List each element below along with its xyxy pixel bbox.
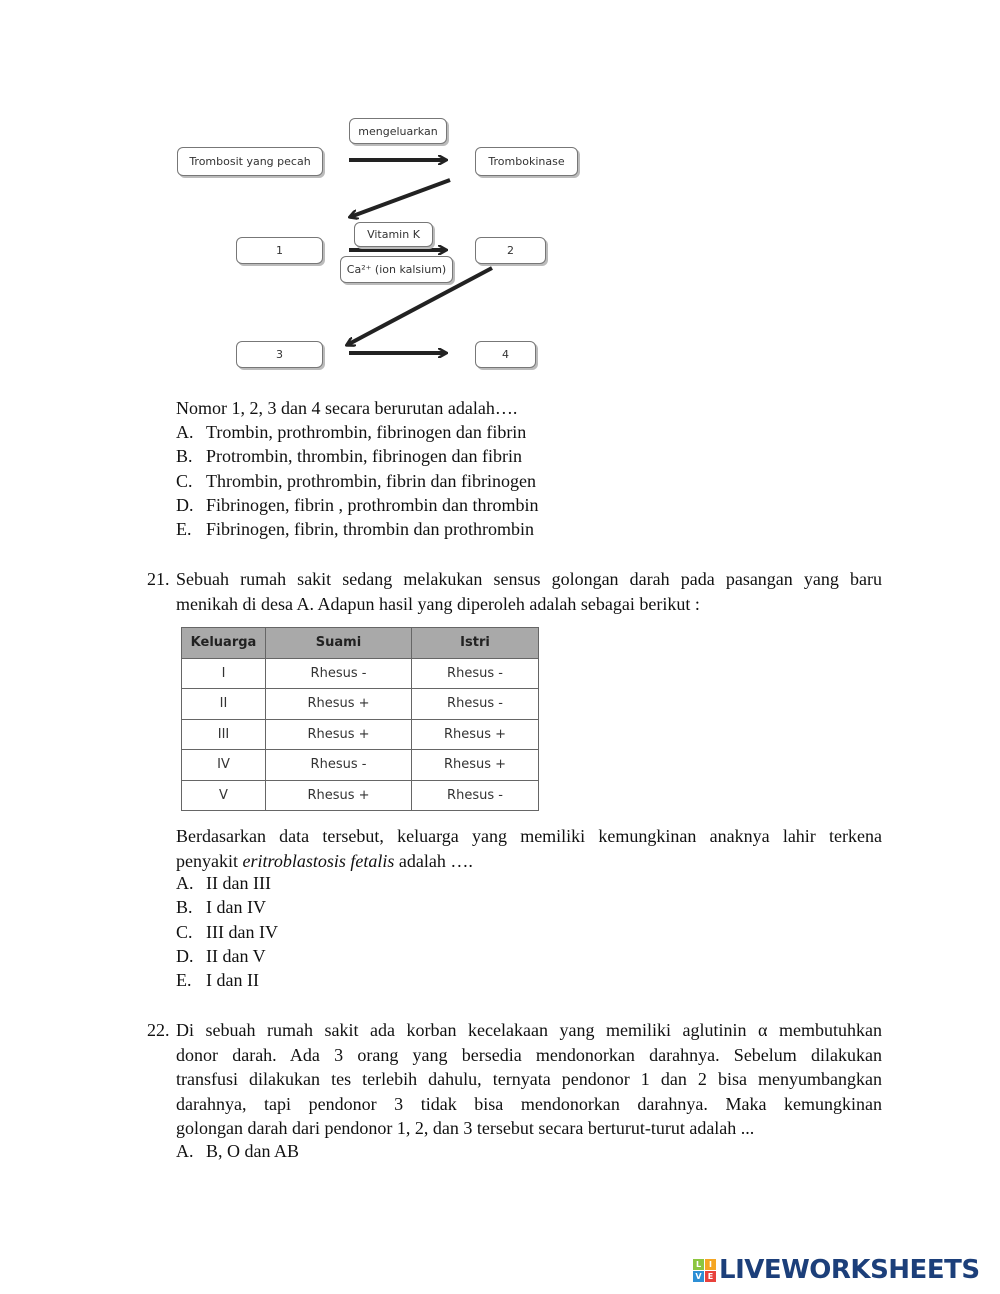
option-text: Protrombin, thrombin, fibrinogen dan fibrin [206,446,522,467]
table-row [182,719,539,750]
option-e [176,519,534,540]
q21-number: 21. [147,569,170,589]
header-suami: Suami [266,628,412,659]
option-e [176,970,259,991]
text-line: darahnya, tapi pendonor 3 tidak bisa mendonorkan darahnya. Maka kemungkinan [176,1093,882,1114]
option-letter: C. [176,921,193,942]
option-d [176,946,266,967]
option-letter: B. [176,897,193,918]
text-line: golongan darah dari pendonor 1, 2, dan 3 tersebut secara berturut-turut adalah ... [176,1118,755,1138]
text-line: donor darah. Ada 3 orang yang bersedia mendonorkan darahnya. Sebelum dilakukan [176,1044,882,1065]
option-text: II dan V [206,945,266,966]
option-b [176,897,266,918]
liveworksheets-logo [693,1255,980,1285]
table-cell: Rhesus - [412,658,539,689]
text-line: Di sebuah rumah sakit ada korban kecelakaan yang memiliki aglutinin α membutuhkan [176,1020,882,1040]
table-cell: Rhesus - [412,780,539,811]
table-cell: Rhesus + [266,719,412,750]
label-mengeluarkan: mengeluarkan [349,118,447,144]
table-cell: III [182,719,266,750]
option-a [176,422,526,443]
box-2: 2 [475,237,546,264]
label-calcium: Ca²⁺ (ion kalsium) [340,256,453,283]
arrow [350,180,450,217]
box-4: 4 [475,341,536,368]
header-istri: Istri [412,628,539,659]
table-cell: Rhesus + [266,689,412,720]
option-letter: D. [176,494,194,515]
box-trombokinase: Trombokinase [475,147,578,176]
option-d [176,495,538,516]
option-letter: E. [176,970,192,991]
text-line: transfusi dilakukan tes terlebih dahulu, ternyata pendonor 1 dan 2 bisa menyumbangkan [176,1069,882,1089]
option-text: Thrombin, prothrombin, fibrin dan fibrinogen [206,470,536,491]
table-row [182,750,539,781]
table-row [182,658,539,689]
option-letter: E. [176,519,192,540]
option-letter: B. [176,446,193,467]
table-cell: V [182,780,266,811]
table-cell: Rhesus + [266,780,412,811]
table-cell: Rhesus + [412,719,539,750]
table-cell: II [182,689,266,720]
option-letter: A. [176,873,194,893]
table-cell: IV [182,750,266,781]
option-letter: C. [176,470,193,491]
logo-text: LIVEWORKSHEETS [719,1255,980,1285]
header-keluarga: Keluarga [182,628,266,659]
option-b [176,446,522,467]
option-letter: A. [176,422,194,442]
option-text: I dan II [206,970,259,991]
rhesus-table [181,627,539,811]
option-text: B, O dan AB [206,1141,300,1161]
q22-number: 22. [147,1020,170,1040]
option-text: Trombin, prothrombin, fibrinogen dan fibrin [206,422,527,442]
option-letter: D. [176,945,194,966]
box-trombosit: Trombosit yang pecah [177,147,323,176]
logo-squares-icon: L I V E [693,1259,716,1282]
option-text: Fibrinogen, fibrin, thrombin dan prothrombin [206,519,534,540]
q21-text: Sebuah rumah sakit sedang melakukan sensus golongan darah pada pasangan yang baru menikah di desa A. Adapun hasil yang diperoleh adalah sebagai berikut : [176,569,882,614]
q20-prompt: Nomor 1, 2, 3 dan 4 secara berurutan adalah…. [176,398,518,418]
option-a [176,873,271,894]
option-letter: A. [176,1141,194,1161]
table-cell: Rhesus + [412,750,539,781]
label-vitamin-k: Vitamin K [354,222,433,247]
table-cell: Rhesus - [412,689,539,720]
option-text: II dan III [206,873,271,893]
diagram-arrows [0,0,1000,400]
table-row [182,780,539,811]
table-cell: Rhesus - [266,750,412,781]
box-1: 1 [236,237,323,264]
q22-text [176,1018,882,1141]
box-3: 3 [236,341,323,368]
option-text: III dan IV [206,921,278,942]
option-c [176,922,278,943]
table-cell: I [182,658,266,689]
option-c [176,471,536,492]
option-a [176,1141,299,1162]
option-text: I dan IV [206,897,266,918]
option-text: Fibrinogen, fibrin , prothrombin dan thrombin [206,494,539,515]
table-cell: Rhesus - [266,658,412,689]
table-row [182,689,539,720]
q21-question: Berdasarkan data tersebut, keluarga yang memiliki kemungkinan anaknya lahir terkena penyakit eritroblastosis fetalis adalah …. [176,826,882,871]
